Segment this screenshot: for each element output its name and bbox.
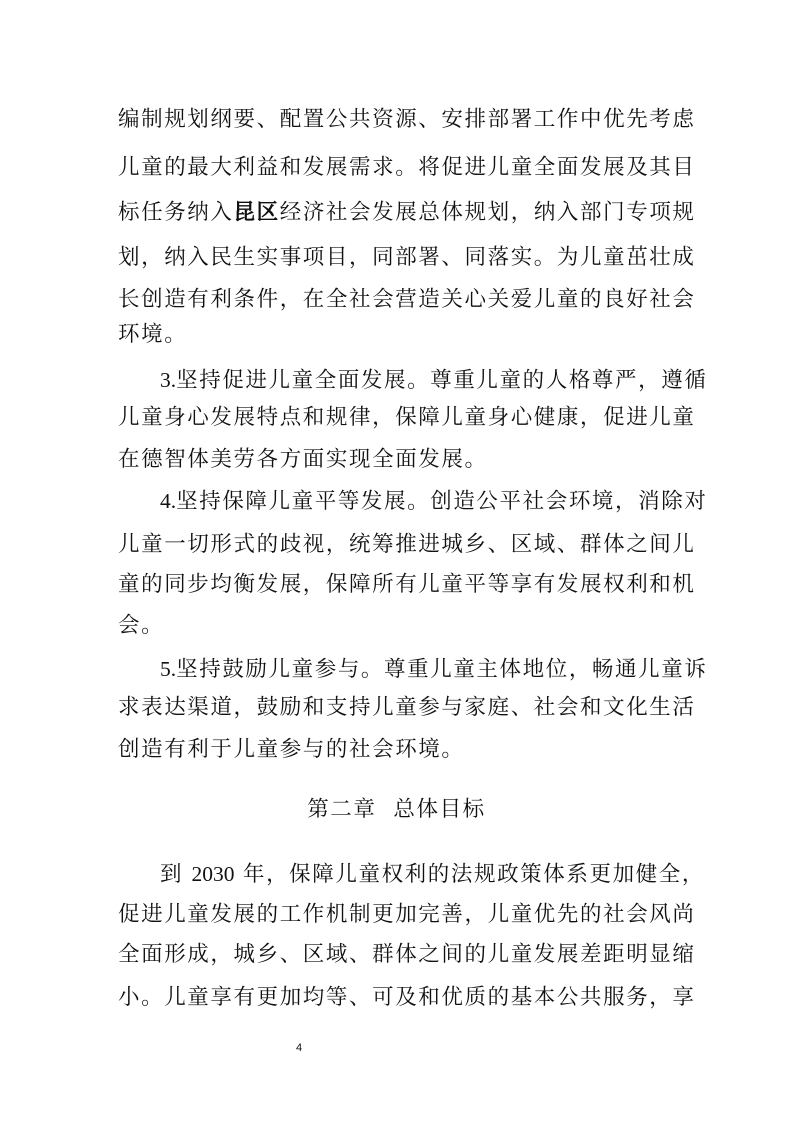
paragraph-line: 环境。 — [118, 322, 188, 347]
paragraph-line: 童的同步均衡发展，保障所有儿童平等享有发展权利和机 — [118, 572, 696, 597]
paragraph-line: 长创造有利条件，在全社会营造关心关爱儿童的良好社会 — [118, 287, 696, 312]
paragraph-line — [160, 367, 720, 394]
text-span: 年，保障儿童权利的法规政策体系更加健全， — [234, 862, 705, 887]
text-span: 标任务纳入 — [118, 200, 234, 225]
paragraph-line — [160, 488, 720, 515]
text-span: 坚持促进儿童全面发展。尊重儿童的人格尊严，遵循 — [176, 368, 708, 393]
paragraph-line: 创造有利于儿童参与的社会环境。 — [118, 737, 465, 762]
paragraph-line: 编制规划纲要、配置公共资源、安排部署工作中优先考虑 — [118, 107, 696, 132]
paragraph-line — [160, 656, 720, 683]
page-number: 4 — [296, 1042, 303, 1054]
paragraph-line — [118, 200, 696, 226]
text-span: 坚持鼓励儿童参与。尊重儿童主体地位，畅通儿童诉 — [176, 657, 708, 682]
chapter-heading: 第二章 总体目标 — [307, 797, 486, 822]
paragraph-line — [160, 861, 720, 888]
paragraph-line: 促进儿童发展的工作机制更加完善，儿童优先的社会风尚 — [118, 902, 696, 927]
list-number: 3. — [160, 368, 177, 392]
text-span: 坚持保障儿童平等发展。创造公平社会环境，消除对 — [176, 489, 708, 514]
year-number: 2030 — [191, 862, 235, 886]
paragraph-line: 儿童身心发展特点和规律，保障儿童身心健康，促进儿童 — [118, 405, 696, 430]
paragraph-line: 划，纳入民生实事项目，同部署、同落实。为儿童茁壮成 — [118, 245, 696, 270]
district-name: 昆区 — [233, 200, 280, 225]
text-span: 到 — [160, 862, 192, 887]
paragraph-line: 在德智体美劳各方面实现全面发展。 — [118, 447, 488, 472]
paragraph-line: 小。儿童享有更加均等、可及和优质的基本公共服务，享 — [118, 985, 696, 1010]
paragraph-line: 求表达渠道，鼓励和支持儿童参与家庭、社会和文化生活 — [118, 695, 696, 720]
text-span: 经济社会发展总体规划，纳入部门专项规 — [279, 200, 696, 225]
paragraph-line: 儿童的最大利益和发展需求。将促进儿童全面发展及其目 — [118, 155, 696, 180]
paragraph-line: 会。 — [118, 613, 165, 638]
paragraph-line: 儿童一切形式的歧视，统筹推进城乡、区域、群体之间儿 — [118, 532, 696, 557]
list-number: 4. — [160, 489, 177, 513]
paragraph-line: 全面形成，城乡、区域、群体之间的儿童发展差距明显缩 — [118, 942, 696, 967]
list-number: 5. — [160, 657, 177, 681]
